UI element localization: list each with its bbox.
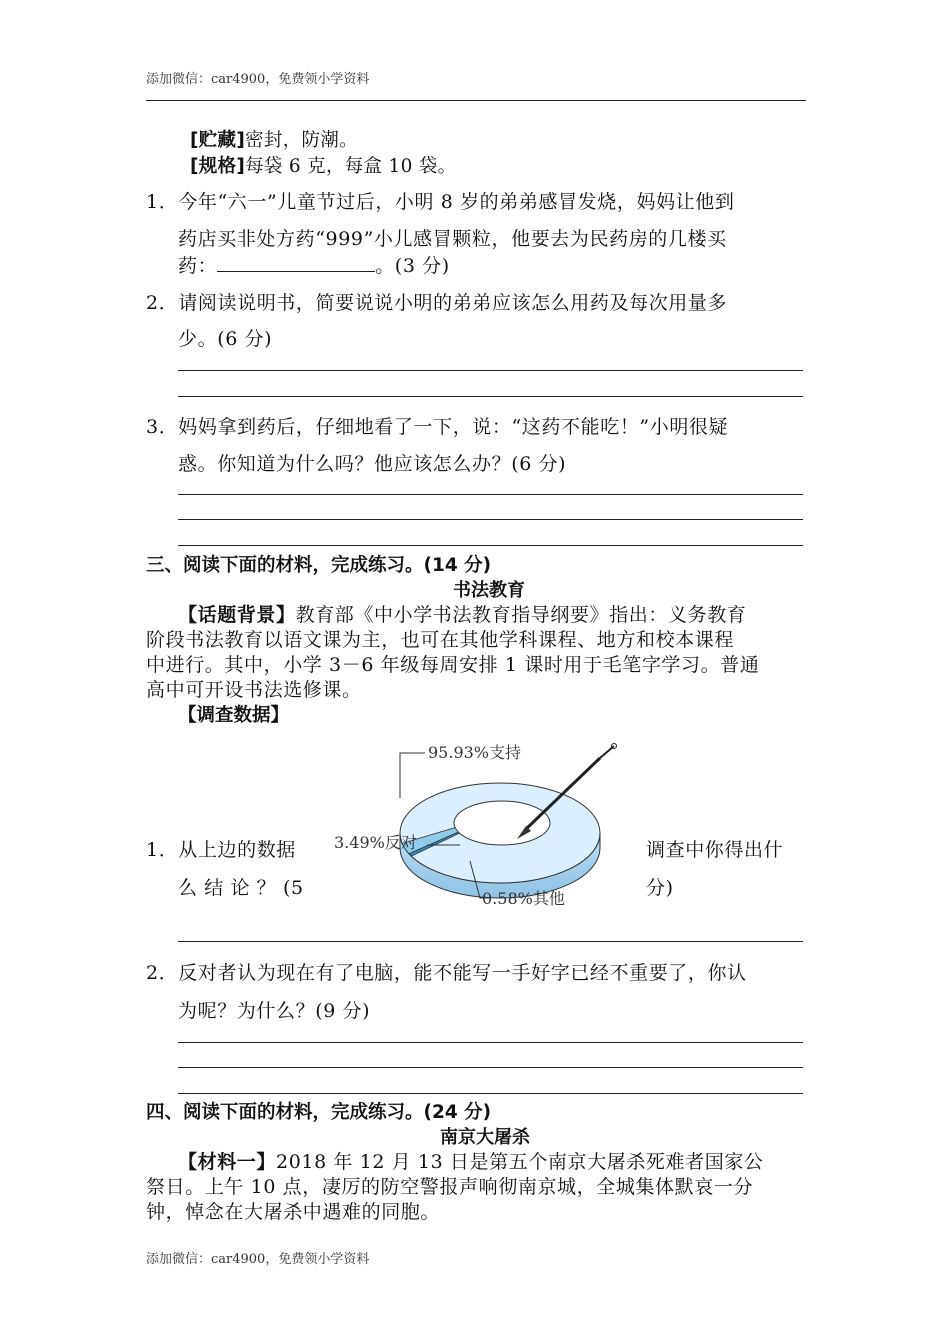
- spec-line: [190, 152, 456, 178]
- part3-bg-line3: 中进行。其中，小学 3－6 年级每周安排 1 课时用于毛笔字学习。普通: [146, 654, 760, 676]
- answer-line[interactable]: [178, 941, 803, 942]
- answer-line[interactable]: [178, 1093, 803, 1094]
- survey-chart: [330, 738, 630, 918]
- label-oppose: 3.49%反对: [334, 833, 417, 852]
- p2-q1-line3: [178, 251, 450, 278]
- answer-line[interactable]: [178, 519, 803, 520]
- answer-line[interactable]: [178, 1067, 803, 1068]
- p3-q2-line2: 为呢？为什么？(9 分): [178, 1000, 371, 1022]
- spec-label: [规格]: [190, 156, 246, 177]
- p2-q3-line1: 3．妈妈拿到药后，仔细地看了一下，说：“这药不能吃！”小明很疑: [146, 416, 729, 438]
- p2-q2-line2: 少。(6 分): [178, 328, 273, 350]
- p2-q2-line1: 2．请阅读说明书，简要说说小明的弟弟应该怎么用药及每次用量多: [146, 292, 728, 314]
- part4-title: 南京大屠杀: [440, 1127, 530, 1148]
- part3-bg-line2: 阶段书法教育以语文课为主，也可在其他学科课程、地方和校本课程: [146, 629, 735, 651]
- storage-text: 密封，防潮。: [245, 130, 358, 151]
- spec-text: 每袋 6 克，每盒 10 袋。: [245, 156, 457, 177]
- part3-title: 书法教育: [453, 580, 525, 601]
- p2-q3-line2: 惑。你知道为什么吗？他应该怎么办？(6 分): [178, 453, 567, 475]
- header-watermark: 添加微信：car4900，免费领小学资料: [146, 72, 370, 87]
- p3-q1-left-line2: 么 结 论 ？ (5: [178, 877, 304, 899]
- p3-q1-right-line1: 调查中你得出什: [646, 839, 784, 861]
- part4-heading: 四、阅读下面的材料，完成练习。(24 分): [146, 1102, 492, 1123]
- footer-watermark: 添加微信：car4900，免费领小学资料: [146, 1252, 370, 1267]
- p2-q1-line3-post: 。(3 分): [375, 255, 450, 277]
- answer-blank[interactable]: [217, 257, 375, 272]
- answer-line[interactable]: [178, 370, 803, 371]
- p2-q1-line2: 药店买非处方药“999”小儿感冒颗粒，他要去为民药房的几楼买: [178, 228, 727, 250]
- p3-q1-right-line2: 分): [646, 877, 674, 899]
- header-rule: [146, 100, 806, 101]
- storage-label: [贮藏]: [190, 130, 246, 151]
- ring-hole: [454, 801, 550, 845]
- storage-line: [190, 126, 358, 152]
- part3-bg-line1: [178, 600, 746, 627]
- label-support: 95.93%支持: [428, 743, 522, 762]
- p3-q2-line1: 2．反对者认为现在有了电脑，能不能写一手好字已经不重要了，你认: [146, 962, 747, 984]
- label-other: 0.58%其他: [482, 889, 565, 908]
- part3-bg-line4: 高中可开设书法选修课。: [146, 679, 362, 701]
- answer-line[interactable]: [178, 1042, 803, 1043]
- p2-q1-line3-pre: 药：: [178, 255, 218, 277]
- m1-label: 【材料一】: [178, 1151, 277, 1173]
- p2-q1-line1: 1．今年“六一”儿童节过后，小明 8 岁的弟弟感冒发烧，妈妈让他到: [146, 191, 735, 213]
- bg-label: 【话题背景】: [178, 604, 296, 626]
- part4-m1-line1: [178, 1147, 764, 1174]
- m1-text-1: 2018 年 12 月 13 日是第五个南京大屠杀死难者国家公: [276, 1151, 764, 1173]
- answer-line[interactable]: [178, 545, 803, 546]
- survey-label: 【调查数据】: [178, 705, 290, 726]
- part4-m1-line3: 钟，悼念在大屠杀中遇难的同胞。: [146, 1201, 441, 1223]
- part4-m1-line2: 祭日。上午 10 点，凄厉的防空警报声响彻南京城，全城集体默哀一分: [146, 1176, 754, 1198]
- answer-line[interactable]: [178, 494, 803, 495]
- bg-text-1: 教育部《中小学书法教育指导纲要》指出：义务教育: [295, 604, 747, 626]
- answer-line[interactable]: [178, 396, 803, 397]
- p3-q1-left-line1: 1．从上边的数据: [146, 839, 296, 861]
- part3-heading: 三、阅读下面的材料，完成练习。(14 分): [146, 555, 492, 576]
